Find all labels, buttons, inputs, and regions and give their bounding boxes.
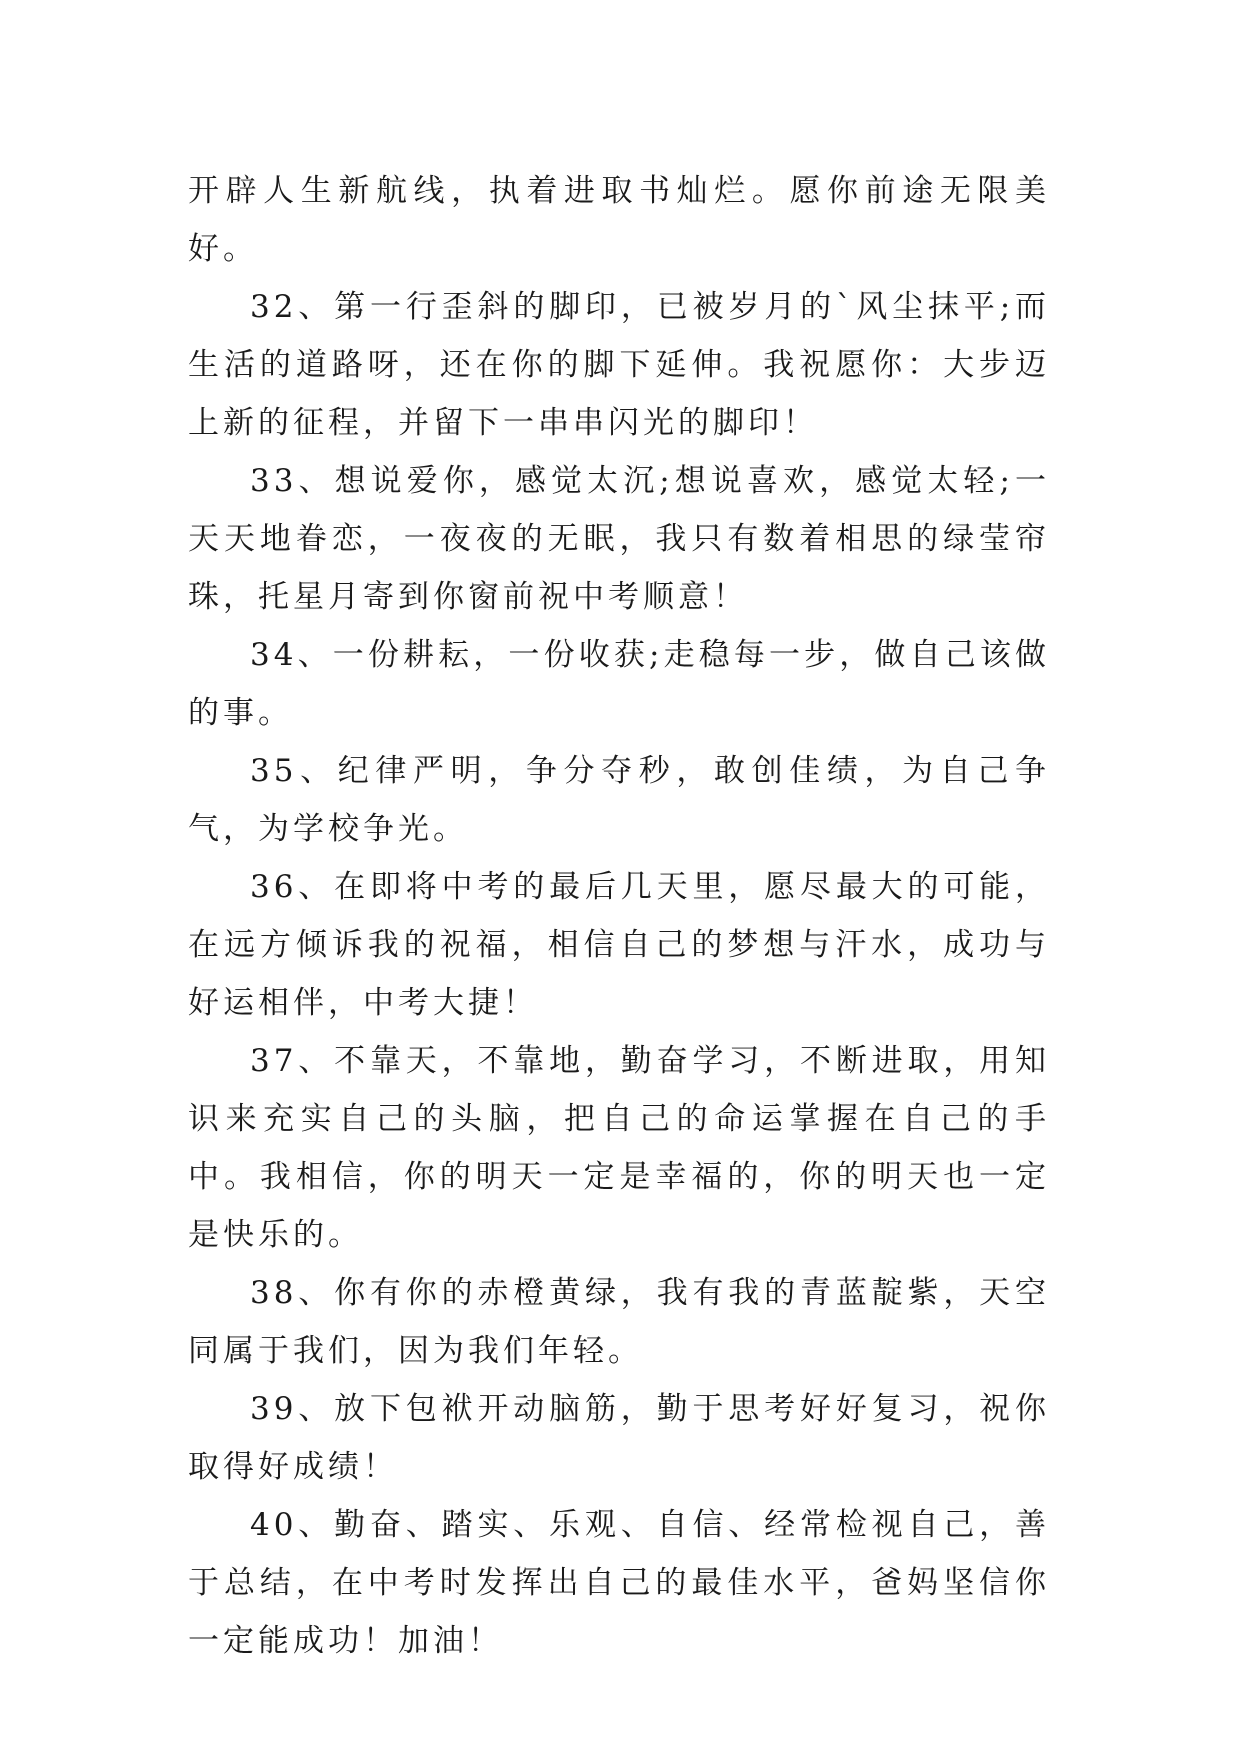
paragraph-36: 36、在即将中考的最后几天里，愿尽最大的可能，在远方倾诉我的祝福，相信自己的梦想与汗水，成功与好运相伴，中考大捷！ <box>188 869 1050 1021</box>
paragraph-continuation: 开辟人生新航线，执着进取书灿烂。愿你前途无限美好。 <box>188 173 1050 267</box>
paragraph-39: 39、放下包袱开动脑筋，勤于思考好好复习，祝你取得好成绩！ <box>188 1391 1050 1485</box>
paragraph-40: 40、勤奋、踏实、乐观、自信、经常检视自己，善于总结，在中考时发挥出自己的最佳水平，爸妈坚信你一定能成功！加油！ <box>188 1507 1050 1659</box>
document-body <box>188 162 1050 1670</box>
paragraph-38: 38、你有你的赤橙黄绿，我有我的青蓝靛紫，天空同属于我们，因为我们年轻。 <box>188 1275 1050 1369</box>
paragraph-35: 35、纪律严明，争分夺秒，敢创佳绩，为自己争气，为学校争光。 <box>188 753 1050 847</box>
paragraph-32: 32、第一行歪斜的脚印，已被岁月的`风尘抹平;而生活的道路呀，还在你的脚下延伸。我祝愿你：大步迈上新的征程，并留下一串串闪光的脚印！ <box>188 289 1050 441</box>
paragraph-34: 34、一份耕耘，一份收获;走稳每一步，做自己该做的事。 <box>188 637 1050 731</box>
paragraph-33: 33、想说爱你，感觉太沉;想说喜欢，感觉太轻;一天天地眷恋，一夜夜的无眠，我只有数着相思的绿莹帘珠，托星月寄到你窗前祝中考顺意！ <box>188 463 1050 615</box>
paragraph-37: 37、不靠天，不靠地，勤奋学习，不断进取，用知识来充实自己的头脑，把自己的命运掌握在自己的手中。我相信，你的明天一定是幸福的，你的明天也一定是快乐的。 <box>188 1043 1050 1253</box>
